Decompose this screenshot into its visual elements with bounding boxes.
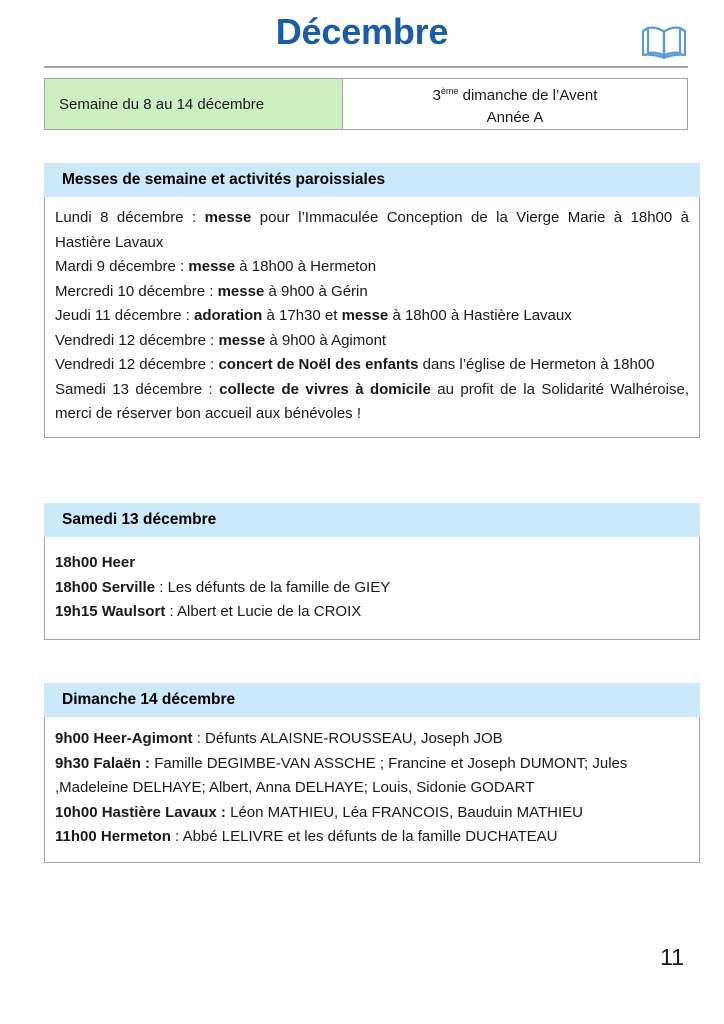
body-text: au profit de la Solidarité Walhéroise, merci de réserver bon accueil aux bénévoles !: [55, 380, 689, 422]
body-text: Vendredi 12 décembre :: [55, 331, 219, 349]
page-header: [0, 8, 724, 64]
body-text: Vendredi 12 décembre :: [55, 356, 219, 373]
body-text: Mardi 9 décembre :: [55, 258, 189, 275]
emphasis-text: messe: [218, 331, 266, 349]
season-label: [433, 80, 598, 107]
section-body-weekday-masses: [44, 197, 700, 438]
body-text: Jeudi 11 décembre :: [55, 307, 194, 324]
section-body-saturday: [44, 537, 700, 640]
season-ordinal-number: 3: [432, 86, 441, 104]
weekday-masses-text: [55, 206, 689, 427]
season-ordinal-suffix: ème: [440, 85, 459, 96]
section-header-sunday: Dimanche 14 décembre: [44, 683, 700, 717]
section-header-weekday-masses: Messes de semaine et activités paroissiales: [44, 163, 700, 197]
emphasis-text: 9h00 Heer-Agimont: [55, 730, 193, 747]
body-text: : Les défunts de la famille de GIEY: [155, 578, 391, 596]
liturgical-year-label: Année A: [486, 108, 544, 126]
emphasis-text: messe: [204, 209, 252, 226]
body-text: pour l’Immaculée Conception de la Vierge Marie à 18h00 à Hastière Lavaux: [55, 209, 689, 251]
emphasis-text: messe: [188, 258, 236, 275]
body-text: : Abbé LELIVRE et les défunts de la famille DUCHATEAU: [170, 828, 558, 845]
section-weekday-masses: [44, 163, 700, 438]
emphasis-text: 18h00 Heer: [55, 554, 136, 571]
open-book-icon: [636, 22, 692, 62]
body-text: Samedi 13 décembre :: [55, 380, 220, 398]
body-text: : Défunts ALAISNE-ROUSSEAU, Joseph JOB: [192, 730, 503, 747]
emphasis-text: messe: [341, 307, 389, 324]
body-text: Famille DEGIMBE-VAN ASSCHE ; Francine et Joseph DUMONT; Jules ,Madeleine DELHAYE; Albert, Anna DELHAYE; Louis, Sidonie GODART: [55, 754, 628, 796]
emphasis-text: 18h00 Serville: [55, 578, 156, 596]
body-text: à 9h00 à Agimont: [265, 331, 387, 349]
body-text: Léon MATHIEU, Léa FRANCOIS, Bauduin MATHIEU: [225, 803, 584, 821]
title-divider: [44, 66, 688, 68]
section-header-saturday: Samedi 13 décembre: [44, 503, 700, 537]
emphasis-text: 11h00 Hermeton: [55, 828, 171, 845]
season-name: dimanche de l’Avent: [458, 86, 598, 104]
emphasis-text: collecte de vivres à domicile: [219, 380, 431, 398]
body-text: à 9h00 à Gérin: [264, 282, 368, 300]
emphasis-text: 9h30 Falaën :: [55, 754, 151, 772]
body-text: dans l’église de Hermeton à 18h00: [418, 356, 655, 373]
emphasis-text: concert de Noël des enfants: [218, 356, 419, 373]
section-sunday: [44, 683, 700, 863]
body-text: Mercredi 10 décembre :: [55, 282, 218, 300]
saturday-masses-text: [55, 551, 689, 625]
sunday-masses-text: [55, 727, 689, 850]
emphasis-text: adoration: [193, 307, 263, 324]
page-title: Décembre: [275, 11, 449, 52]
season-cell: [343, 79, 687, 129]
emphasis-text: 19h15 Waulsort: [55, 603, 166, 620]
week-range-label: Semaine du 8 au 14 décembre: [59, 95, 265, 113]
week-season-table: [44, 78, 688, 130]
body-text: à 17h30 et: [262, 307, 342, 324]
week-range-cell: [45, 79, 343, 129]
section-saturday: [44, 503, 700, 640]
section-body-sunday: [44, 717, 700, 863]
body-text: : Albert et Lucie de la CROIX: [165, 603, 362, 620]
body-text: à 18h00 à Hermeton: [235, 258, 377, 275]
emphasis-text: 10h00 Hastière Lavaux :: [55, 803, 226, 821]
body-text: à 18h00 à Hastière Lavaux: [388, 307, 572, 324]
body-text: Lundi 8 décembre :: [55, 209, 205, 226]
emphasis-text: messe: [217, 282, 265, 300]
page-number: 11: [660, 944, 684, 970]
